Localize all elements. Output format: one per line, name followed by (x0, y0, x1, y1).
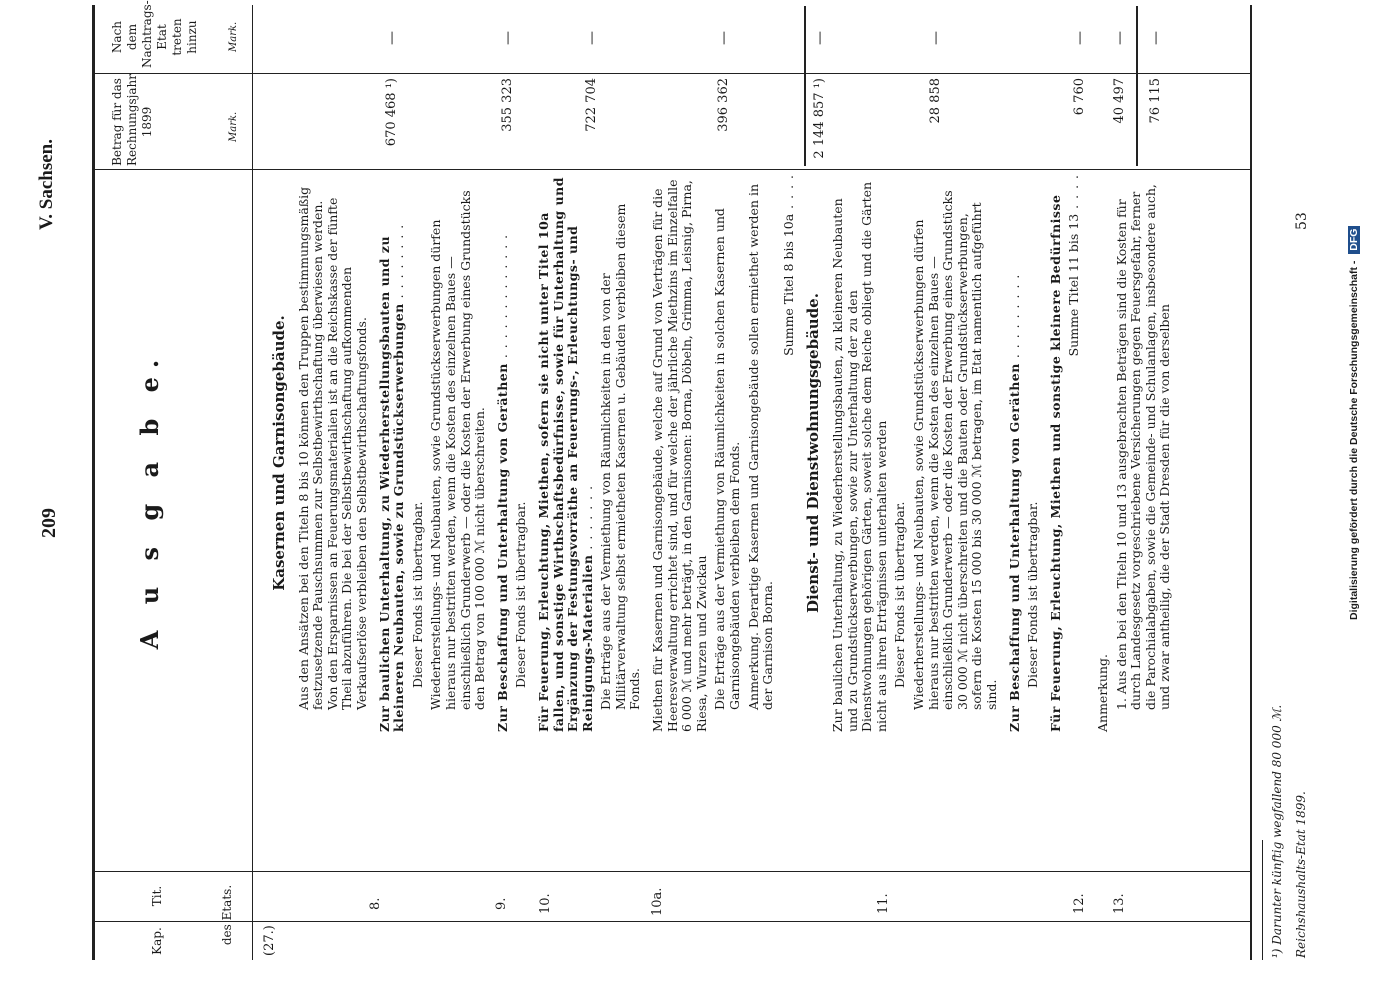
col-kap: Kap. (150, 927, 164, 955)
add-13: — (1112, 31, 1128, 45)
table-bottom-rule (1250, 5, 1252, 960)
rule-text (92, 169, 1252, 170)
col-tit: Tit. (150, 885, 164, 907)
tit-11: 11. (876, 893, 891, 914)
sum2-rule (1136, 6, 1138, 166)
rule-amount (92, 73, 1252, 74)
footer-etat: Reichshaushalts-Etat 1899. (1294, 791, 1308, 958)
item-13 (1049, 174, 1064, 732)
digitization-note: Digitalisierung gefördert durch die Deutsche Forschungsgemeinschaft - DFG (1348, 226, 1360, 620)
sum1-amount: 2 144 857 ¹) (812, 78, 827, 159)
sum1-label: Summe Titel 8 bis 10a (780, 213, 796, 356)
item-11-head: Zur baulichen Unterhaltung, zu Wiederherstellungsbauten, zu kleineren Neubauten und zu Grundstückserwerbungen, sowie zur Unterhaltung der zu den Dienstwohnungen gehörigen Gärten, soweit solche dem Reiche obliegt und die Gärten nicht aus ihren Erträgnissen unterhalten werden (830, 181, 889, 732)
rule-tit (92, 871, 1252, 872)
sum2-label: Summe Titel 11 bis 13 (1066, 213, 1082, 357)
tit-9: 9. (494, 897, 509, 910)
footnote-rule (1262, 840, 1263, 960)
text-body: Kasernen und Garnisongebäude. Aus den Ansätzen bei den Titeln 8 bis 10 können den Truppen bestimmungsmäßig festzusetzende Pauschsummen zur Selbstbewirthschaftung überwiesen werden. Von den Ersparnissen an Feuerungsmaterialien ist an die Reichskasse der fünfte Theil abzuführen. Die bei der Selbstbewirthschaftung aufkommenden Verkaufserlöse verbleiben den Selbstbewirthschaftungsfonds. Zur baulichen Unterhaltung, zu Wiederherstellungsbauten und zu kleineren Neubauten, sowie zu Grundstückserwerbungen . . . . . . . . Dieser Fonds ist übertragbar. Wiederherstellungs- und Neubauten, sowie Grundstückserwerbungen dürfen hieraus nur bestritten werden, wenn die Kosten des einzelnen Baues — einschließlich Grunderwerb — oder die Kosten der Erwerbung eines Grundstücks den Betrag von 100 000 ℳ nicht überschreiten. Zur Beschaffung und Unterhaltung von Geräthen . . . . . . . . . . . . . Dieser Fonds ist übertragbar. Für Feuerung, Erleuchtung, Miethen, sofern sie nicht unter Titel 10a fallen, und sonstige Wirthschaftsbedürfnisse, sowie für Unterhaltung und Ergänzung der Festungsvorräthe an Feuerungs-, Erleuchtungs- und Reinigungs-Materialien . . . . . . . Die Erträge aus der Vermiethung von Räumlichkeiten in den von der Militärverwaltung selbst ermietheten Kasernen u. Gebäuden verbleiben diesem Fonds. Miethen für Kasernen und Garnisongebäude, welche auf Grund von Verträgen für die Heeresverwaltung errichtet sind, und für welche der jährliche Miethzins im Einzelfalle 6 000 ℳ und mehr beträgt, in den Garnisonen: Borna, Döbeln, Grimma, Leisnig, Pirna, Riesa, Wurzen und Zwickau Die Erträge aus der Vermiethung von Räumlichkeiten in solchen Kasernen und Garnisongebäuden verbleiben dem Fonds. Anmerkung. Derartige Kasernen und Garnisongebäude sollen ermiethet werden in der Garnison Borna. Summe Titel 8 bis 10a . . . . Dienst- und Dienstwohnungsgebäude. Zur baulichen Unterhaltung, zu Wiederherstellungsbauten, zu kleineren Neubauten und zu Grundstückserwerbungen, sowie zur Unterhaltung der zu den Dienstwohnungen gehörigen Gärten, soweit solche dem Reiche obliegt und die Gärten nicht aus ihren Erträgnissen unterhalten werden Dieser Fonds ist übertragbar. Wiederherstellungs- und Neubauten, sowie Grundstückserwerbungen dürfen hieraus nur bestritten werden, wenn die Kosten des einzelnen Baues — einschließlich Grunderwerb — oder die Kosten der Erwerbung eines Grundstücks 30 000 ℳ nicht überschreiten und die Bauten oder Grundstückserwerbungen, sofern die Kosten 15 000 bis 30 000 ℳ betragen, im Etat namentlich aufgeführt sind. Zur Beschaffung und Unterhaltung von Geräthen . . . . . . . . . Dieser Fonds ist übertragbar. Für Feuerung, Erleuchtung, Miethen und sonstige kleinere Bedürfnisse Summe Titel 11 bis 13 . . . . Anmerkung. 1. Aus den bei den Titeln 10 und 13 ausgebrachten Beträgen sind die Kosten für durch Landesgesetz vorgeschriebene Versicherungen gegen Feuersgefahr, ferner die Parochialabgaben, sowie die Gemeinde- und Schulanlagen, insbesondere auch, und zwar antheilig, die der Stadt Dresden für die von derselben (270, 174, 1173, 732)
amount-8: 670 468 ¹) (384, 78, 399, 147)
col-betrag-unit: Mark. (228, 111, 239, 142)
col-nach: Nach dem Nachtrags-Etat treten hinzu (110, 0, 199, 68)
add-sum1: — (812, 31, 828, 45)
dfg-logo: DFG (1348, 226, 1360, 254)
anmerkung-head: Anmerkung. (1094, 654, 1110, 732)
item-8-note-1: Dieser Fonds ist übertragbar. (409, 501, 425, 688)
amount-13: 40 497 (1112, 78, 1127, 124)
item-12-head: Zur Beschaffung und Unterhaltung von Geräthen (1006, 363, 1022, 732)
add-9: — (500, 31, 516, 45)
item-10-note-1: Die Erträge aus der Vermiethung von Räumlichkeiten in den von der Militärverwaltung selbst ermietheten Kasernen u. Gebäuden verbleiben diesem Fonds. (598, 203, 643, 710)
col-des-etats: des Etats. (220, 884, 234, 946)
amount-9: 355 323 (500, 78, 515, 132)
item-10a-note-2: Anmerkung. Derartige Kasernen und Garnisongebäude sollen ermiethet werden in der Garnison Borna. (745, 184, 776, 710)
add-8: — (384, 31, 400, 45)
add-sum2: — (1148, 31, 1164, 45)
section-title-dienst: Dienst- und Dienstwohnungsgebäude. (804, 293, 823, 613)
tit-13: 13. (1112, 893, 1127, 914)
item-11 (831, 174, 1000, 732)
page-number-header: 209 (38, 508, 60, 538)
item-9-head: Zur Beschaffung und Unterhaltung von Geräthen (494, 363, 510, 732)
col-nach-unit: Mark. (228, 21, 239, 52)
item-8-note-2: Wiederherstellungs- und Neubauten, sowie Grundstückserwerbungen dürfen hieraus nur bestritten werden, wenn die Kosten des einzelnen Baues — einschließlich Grunderwerb — oder die Kosten der Erwerbung eines Grundstücks den Betrag von 100 000 ℳ nicht überschreiten. (428, 190, 488, 710)
item-10a-note-1: Die Erträge aus der Vermiethung von Räumlichkeiten in solchen Kasernen und Garnisongebäuden verbleiben dem Fonds. (712, 208, 743, 710)
item-10-head: Für Feuerung, Erleuchtung, Miethen, sofern sie nicht unter Titel 10a fallen, und sonstige Wirthschaftsbedürfnisse, sowie für Unterhaltung und Ergänzung der Festungsvorräthe an Feuerungs-, Erleuchtungs- und Reinigungs-Materialien (535, 177, 595, 732)
item-10a (651, 174, 776, 732)
rule-kap (92, 921, 1252, 922)
tit-10: 10. (538, 893, 553, 914)
add-10: — (584, 31, 600, 45)
item-10: Für Feuerung, Erleuchtung, Miethen, sofern sie nicht unter Titel 10a fallen, und sonstige Wirthschaftsbedürfnisse, sowie für Unterhaltung und Ergänzung der Festungsvorräthe an Feuerungs-, Erleuchtungs- und Reinigungs-Materialien . . . . . . . Die Erträge aus der Vermiethung von Räumlichkeiten in den von der Militärverwaltung selbst ermietheten Kasernen u. Gebäuden verbleiben diesem Fonds. (537, 174, 643, 732)
tit-10a: 10a. (650, 887, 665, 916)
item-9: Zur Beschaffung und Unterhaltung von Geräthen . . . . . . . . . . . . . Dieser Fonds ist übertragbar. (496, 174, 529, 732)
item-12-note-1: Dieser Fonds ist übertragbar. (1025, 501, 1041, 688)
anmerkung-text: 1. Aus den bei den Titeln 10 und 13 ausgebrachten Beträgen sind die Kosten für durch Landesgesetz vorgeschriebene Versicherungen gegen Feuersgefahr, ferner die Parochialabgaben, sowie die Gemeinde- und Schulanlagen, insbesondere auch, und zwar antheilig, die der Stadt Dresden für die von derselben (1113, 184, 1173, 710)
amount-11: 28 858 (928, 78, 943, 124)
tit-12: 12. (1072, 893, 1087, 914)
amount-10: 722 704 (584, 78, 599, 132)
item-12: Zur Beschaffung und Unterhaltung von Geräthen . . . . . . . . . Dieser Fonds ist übertragbar. (1008, 174, 1041, 732)
section-header: V. Sachsen. (36, 139, 57, 230)
item-10a-head: Miethen für Kasernen und Garnisongebäude, welche auf Grund von Verträgen für die Heeresverwaltung errichtet sind, und für welche der jährliche Miethzins im Einzelfalle 6 000 ℳ und mehr beträgt, in den Garnisonen: Borna, Döbeln, Grimma, Leisnig, Pirna, Riesa, Wurzen und Zwickau (650, 179, 709, 732)
col-betrag: Betrag für das Rechnungsjahr 1899 (110, 74, 154, 166)
table-top-rule (92, 5, 95, 960)
tit-8: 8. (368, 897, 383, 910)
footnote: ¹) Darunter künftig wegfallend 80 000 ℳ. (1270, 704, 1284, 958)
sum1-rule (804, 6, 806, 166)
amount-10a: 396 362 (716, 78, 731, 132)
item-9-note-1: Dieser Fonds ist übertragbar. (513, 501, 529, 688)
item-11-note-1: Dieser Fonds ist übertragbar. (892, 501, 908, 688)
intro-paragraph: Aus den Ansätzen bei den Titeln 8 bis 10 können den Truppen bestimmungsmäßig festzusetzende Pauschsummen zur Selbstbewirthschaftung überwiesen werden. Von den Ersparnissen an Feuerungsmaterialien ist an die Reichskasse der fünfte Theil abzuführen. Die bei der Selbstbewirthschaftung aufkommenden Verkaufserlöse verbleiben den Selbstbewirthschaftungsfonds. (295, 186, 369, 710)
header-row-rule (252, 5, 253, 960)
add-10a: — (716, 31, 732, 45)
kapitel-number: (27.) (262, 925, 277, 956)
add-11: — (928, 31, 944, 45)
amount-12: 6 760 (1072, 78, 1087, 116)
item-13-head: Für Feuerung, Erleuchtung, Miethen und sonstige kleinere Bedürfnisse (1047, 194, 1063, 732)
ausgabe-title: A u s g a b e. (135, 350, 164, 650)
sum2-amount: 76 115 (1148, 78, 1163, 124)
add-12: — (1072, 31, 1088, 45)
section-title-kasernen: Kasernen und Garnisongebäude. (270, 315, 288, 591)
scan-page-number: 53 (1294, 212, 1310, 230)
item-8-head: Zur baulichen Unterhaltung, zu Wiederherstellungsbauten und zu kleineren Neubauten, sowie zu Grundstückserwerbungen (376, 235, 407, 732)
item-8: Zur baulichen Unterhaltung, zu Wiederherstellungsbauten und zu kleineren Neubauten, sowie zu Grundstückserwerbungen . . . . . . . . Dieser Fonds ist übertragbar. Wiederherstellungs- und Neubauten, sowie Grundstückserwerbungen dürfen hieraus nur bestritten werden, wenn die Kosten des einzelnen Baues — einschließlich Grunderwerb — oder die Kosten der Erwerbung eines Grundstücks den Betrag von 100 000 ℳ nicht überschreiten. (378, 174, 488, 732)
item-11-note-2: Wiederherstellungs- und Neubauten, sowie Grundstückserwerbungen dürfen hieraus nur bestritten werden, wenn die Kosten des einzelnen Baues — einschließlich Grunderwerb — oder die Kosten der Erwerbung eines Grundstücks 30 000 ℳ nicht überschreiten und die Bauten oder Grundstückserwerbungen, sofern die Kosten 15 000 bis 30 000 ℳ betragen, im Etat namentlich aufgeführt sind. (910, 190, 999, 710)
